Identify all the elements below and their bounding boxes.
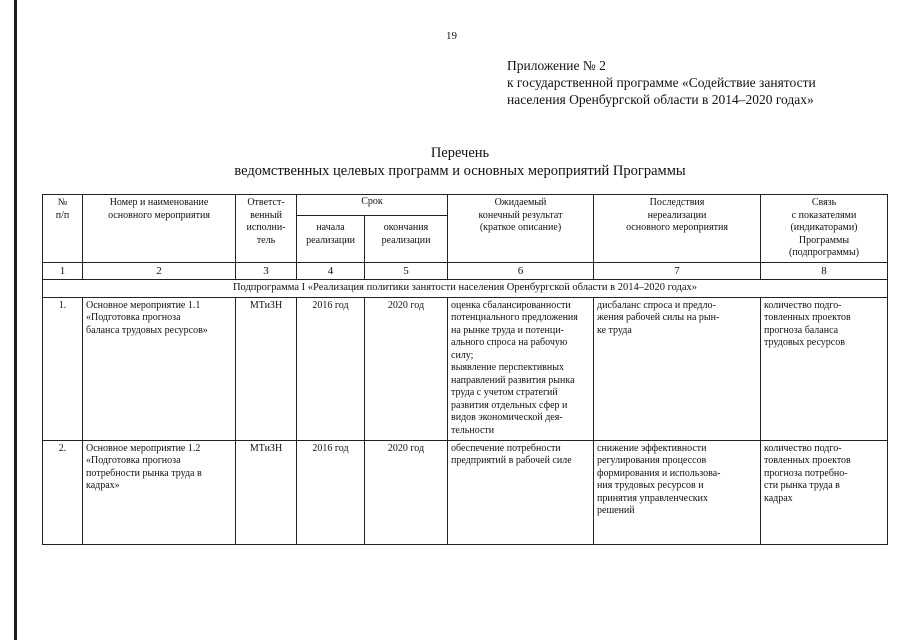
column-number: 5 [365, 262, 448, 280]
column-numbers-row [43, 262, 888, 280]
column-number: 8 [761, 262, 888, 280]
appendix-header [507, 57, 816, 108]
activities-table [42, 194, 888, 545]
column-number: 7 [594, 262, 761, 280]
header-term: Срок [297, 195, 448, 216]
table-header-row [43, 195, 888, 216]
header-result: Ожидаемый конечный результат (краткое описание) [448, 195, 594, 263]
header-name: Номер и наименование основного мероприятия [83, 195, 236, 263]
document-title: Перечень [430, 145, 490, 161]
row-start: 2016 год [297, 297, 365, 440]
row-num: 2. [43, 440, 83, 544]
table-row [43, 297, 888, 440]
subprogram-title: Подпрограмма I «Реализация политики занятости населения Оренбургской области в 2014–2020 годах» [43, 280, 888, 298]
table-row [43, 440, 888, 544]
column-number: 4 [297, 262, 365, 280]
appendix-line-2: к государственной программе «Содействие занятости [507, 75, 816, 90]
row-name: Основное мероприятие 1.1 «Подготовка прогноза баланса трудовых ресурсов» [83, 297, 236, 440]
header-num: № п/п [43, 195, 83, 263]
header-executor: Ответст- венный исполни- тель [236, 195, 297, 263]
column-number: 3 [236, 262, 297, 280]
header-start: начала реализации [297, 216, 365, 262]
row-link: количество подго- товленных проектов прогноза баланса трудовых ресурсов [761, 297, 888, 440]
row-name: Основное мероприятие 1.2 «Подготовка прогноза потребности рынка труда в кадрах» [83, 440, 236, 544]
page-edge-bar [14, 0, 17, 640]
column-number: 1 [43, 262, 83, 280]
row-executor: МТиЗН [236, 440, 297, 544]
document-subtitle: ведомственных целевых программ и основных мероприятий Программы [234, 163, 686, 179]
header-link: Связь с показателями (индикаторами) Программы (подпрограммы) [761, 195, 888, 263]
page-number: 19 [446, 30, 457, 42]
subprogram-row [43, 280, 888, 298]
column-number: 6 [448, 262, 594, 280]
row-start: 2016 год [297, 440, 365, 544]
row-result: оценка сбалансированности потенциального предложения на рынке труда и потенци- ального спроса на рабочую силу; выявление перспективных направлений развития рынка труда с учетом стратегий развития отдельных сфер и видов экономической дея- тельности [448, 297, 594, 440]
header-consequences: Последствия нереализации основного мероприятия [594, 195, 761, 263]
row-num: 1. [43, 297, 83, 440]
row-executor: МТиЗН [236, 297, 297, 440]
row-result: обеспечение потребности предприятий в рабочей силе [448, 440, 594, 544]
appendix-line-1: Приложение № 2 [507, 58, 606, 73]
row-consequences: дисбаланс спроса и предло- жения рабочей силы на рын- ке труда [594, 297, 761, 440]
row-link: количество подго- товленных проектов прогноза потребно- сти рынка труда в кадрах [761, 440, 888, 544]
row-end: 2020 год [365, 440, 448, 544]
row-end: 2020 год [365, 297, 448, 440]
header-end: окончания реализации [365, 216, 448, 262]
appendix-line-3: населения Оренбургской области в 2014–2020 годах» [507, 92, 814, 107]
column-number: 2 [83, 262, 236, 280]
row-consequences: снижение эффективности регулирования процессов формирования и использова- ния трудовых ресурсов и принятия управленческих решений [594, 440, 761, 544]
